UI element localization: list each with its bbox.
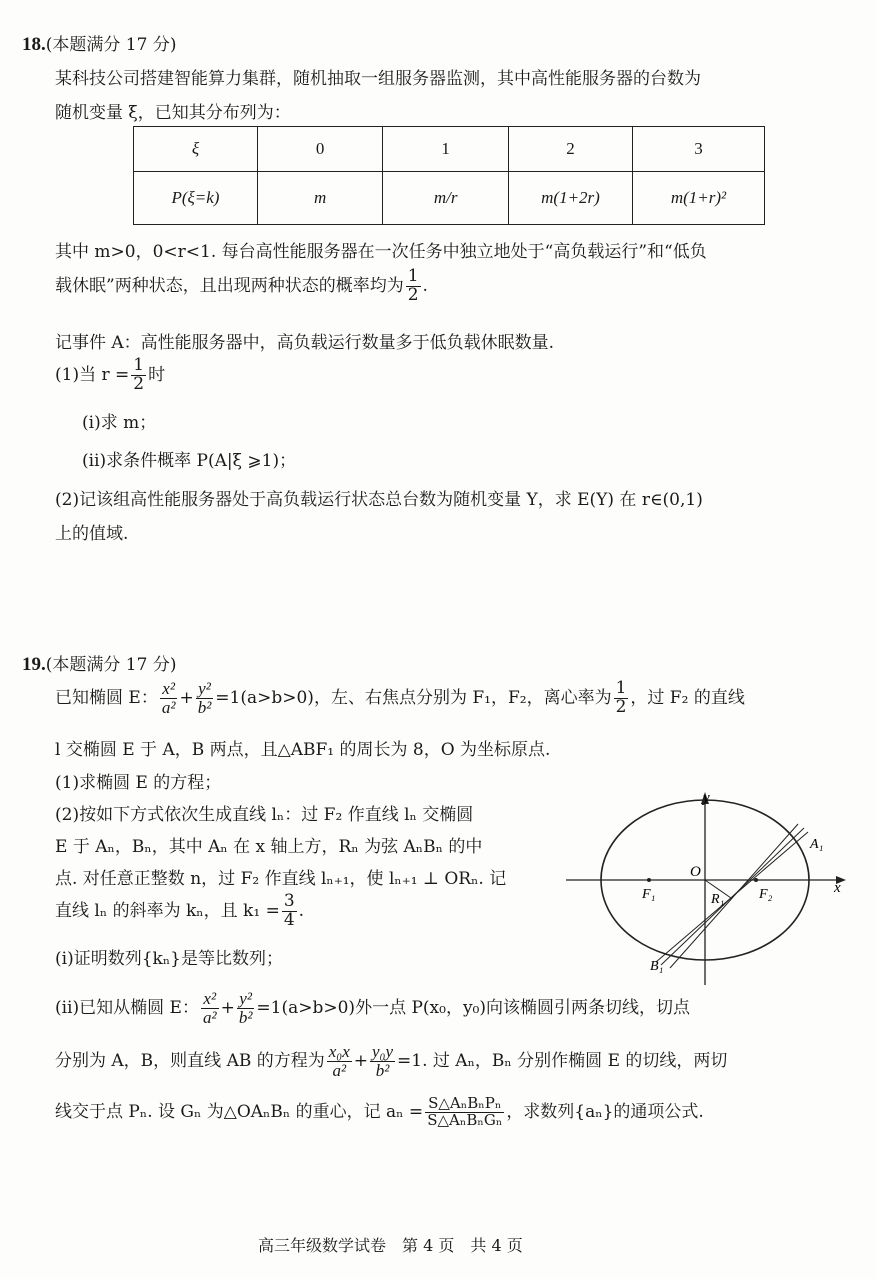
- q18-intro-2: 随机变量 ξ，已知其分布列为：: [55, 103, 291, 123]
- q19-text: =1. 过 Aₙ，Bₙ 分别作椭圆 E 的切线，两切: [397, 1050, 728, 1071]
- f2-label: F₂: [759, 887, 773, 902]
- table-cell: 1: [383, 127, 509, 172]
- fraction-numerator: 1: [407, 266, 419, 286]
- x-axis-label: x: [834, 880, 841, 896]
- r1-label: R₁: [711, 892, 725, 907]
- q18-number: 18.: [22, 34, 46, 55]
- q18-part1-i: (ⅰ)求 m；: [82, 413, 157, 433]
- table-cell: m: [257, 172, 382, 225]
- q18-event-a: 记事件 A：高性能服务器中，高负载运行数量多于低负载休眠数量.: [55, 333, 555, 353]
- tangent-term-y: [370, 1043, 395, 1080]
- fraction-denominator: 2: [615, 696, 627, 717]
- table-row: [134, 127, 765, 172]
- k1-fraction: [282, 893, 297, 930]
- q18-intro-1: 某科技公司搭建智能算力集群，随机抽取一组服务器监测，其中高性能服务器的台数为: [55, 69, 701, 89]
- fraction-denominator: 2: [133, 373, 145, 394]
- fraction-denominator: 2: [407, 284, 419, 305]
- q19-part2-2: E 于 Aₙ，Bₙ，其中 Aₙ 在 x 轴上方，Rₙ 为弦 AₙBₙ 的中: [55, 837, 483, 857]
- fraction-denominator: a²: [202, 1007, 217, 1027]
- fraction-denominator: b²: [238, 1007, 253, 1027]
- chord-line: [661, 828, 804, 965]
- cond-text: 载休眠”两种状态，且出现两种状态的概率均为: [55, 275, 404, 296]
- fraction-denominator: a²: [332, 1060, 347, 1080]
- fraction-numerator: y₀y: [372, 1042, 394, 1061]
- q19-text: 线交于点 Pₙ. 设 Gₙ 为△OAₙBₙ 的重心，记 aₙ =: [55, 1101, 424, 1122]
- q19-text: =1(a>b>0)，左、右焦点分别为 F₁，F₂，离心率为: [215, 687, 612, 708]
- focus-f1-point: [647, 878, 651, 882]
- q19-text: =1(a>b>0)外一点 P(x₀，y₀)向该椭圆引两条切线，切点: [256, 997, 690, 1018]
- chord-line: [670, 824, 798, 968]
- q19-part2-4: 直线 lₙ 的斜率为 kₙ，且 k₁ = $\frac{3}{4}$ .: [55, 891, 305, 930]
- table-cell: P(ξ=k): [134, 172, 258, 225]
- table-cell: m(1+r)²: [633, 172, 765, 225]
- fraction-numerator: y²: [196, 680, 214, 699]
- q18-part2-2: 上的值域.: [55, 524, 129, 544]
- fraction-numerator: 1: [615, 678, 627, 698]
- q19-line-ab: 分别为 A，B，则直线 AB 的方程为 $\frac{\text{x₀x}}{\text{a²}}$ + $\frac{\text{y₀y}}{\text{b²}}$ =1. 过 Aₙ，Bₙ 分别作椭圆 E 的切线，两切: [55, 1042, 728, 1080]
- table-cell: m(1+2r): [508, 172, 632, 225]
- tangent-term-x: [327, 1043, 352, 1080]
- q18-part1-ii: (ⅱ)求条件概率 P(A|ξ ⩾1)；: [82, 451, 297, 471]
- area-ratio: [425, 1096, 504, 1129]
- fraction-numerator: x²: [160, 680, 178, 699]
- q19-part2-1: (2)按如下方式依次生成直线 lₙ：过 F₂ 作直线 lₙ 交椭圆: [55, 805, 474, 825]
- q18-part2-1: (2)记该组高性能服务器处于高负载运行状态总台数为随机变量 Y，求 E(Y) 在 r∈(0,1): [55, 490, 703, 510]
- page-footer: 高三年级数学试卷 第 4 页 共 4 页: [258, 1236, 523, 1255]
- cond-end: .: [422, 275, 428, 296]
- fraction-denominator: S△AₙBₙGₙ: [427, 1110, 503, 1129]
- q19-part2-ii: (ⅱ)已知从椭圆 E： $\frac{\text{x²}}{\text{a²}}$ + $\frac{\text{y²}}{\text{b²}}$ =1(a>b>0)外一点 P(x₀，y₀)向该椭圆引两条切线，切点: [55, 989, 690, 1027]
- q19-score: (本题满分 17 分): [45, 655, 177, 675]
- fraction: [406, 268, 421, 305]
- q18-part1: [55, 357, 165, 394]
- fraction-numerator: 3: [283, 891, 295, 911]
- fraction-denominator: b²: [197, 697, 212, 717]
- part1-suffix: 时: [148, 364, 166, 385]
- eccentricity-fraction: [614, 680, 629, 717]
- fraction-denominator: a²: [161, 697, 176, 717]
- fraction-denominator: b²: [375, 1060, 390, 1080]
- q19-text: (ⅱ)已知从椭圆 E：: [55, 997, 199, 1018]
- q19-header: [22, 650, 176, 676]
- q19-part2-3: 点. 对任意正整数 n，过 F₂ 作直线 lₙ₊₁，使 lₙ₊₁ ⊥ ORₙ. 记: [55, 869, 507, 889]
- ellipse-term-y: [196, 680, 214, 717]
- table-cell: 0: [257, 127, 382, 172]
- a1-label: A₁: [810, 837, 824, 852]
- y-axis-label: y: [703, 790, 710, 806]
- q19-text: 直线 lₙ 的斜率为 kₙ，且 k₁ =: [55, 900, 280, 921]
- q19-number: 19.: [22, 654, 46, 675]
- ellipse-figure: [566, 790, 856, 985]
- f1-label: F₁: [642, 887, 656, 902]
- q19-final: [55, 1096, 704, 1129]
- q18-header: [22, 30, 176, 56]
- q18-condition-2: [55, 268, 428, 305]
- ellipse-term-x: [160, 680, 178, 717]
- fraction: [131, 357, 146, 394]
- origin-label: O: [690, 864, 701, 880]
- table-cell: m/r: [383, 172, 509, 225]
- q19-text: 已知椭圆 E：: [55, 687, 158, 708]
- fraction-denominator: 4: [283, 909, 295, 930]
- ellipse-term-y: [237, 990, 255, 1027]
- fraction-numerator: S△AₙBₙPₙ: [425, 1096, 504, 1113]
- ellipse-term-x: [201, 990, 219, 1027]
- q19-part1: (1)求椭圆 E 的方程；: [55, 773, 222, 793]
- fraction-numerator: 1: [133, 355, 145, 375]
- table-row: [134, 172, 765, 225]
- table-cell: 3: [633, 127, 765, 172]
- distribution-table: [133, 126, 765, 225]
- q18-score: (本题满分 17 分): [45, 35, 177, 55]
- q19-line-2: l 交椭圆 E 于 A，B 两点，且△ABF₁ 的周长为 8，O 为坐标原点.: [55, 740, 551, 760]
- part1-text: (1)当 r =: [55, 364, 130, 385]
- q19-text: 分别为 A，B，则直线 AB 的方程为: [55, 1050, 325, 1071]
- q18-condition-1: 其中 m>0，0<r<1. 每台高性能服务器在一次任务中独立地处于“高负载运行”和“低负: [55, 242, 707, 262]
- focus-f2-point: [754, 878, 758, 882]
- q19-text: ，过 F₂ 的直线: [630, 687, 745, 708]
- fraction-numerator: x₀x: [328, 1042, 350, 1061]
- fraction-numerator: x²: [201, 990, 219, 1009]
- b1-label: B₁: [650, 959, 664, 974]
- q19-line-1: 已知椭圆 E： $\frac{\text{x²}}{\text{a²}}$ + $\frac{\text{y²}}{\text{b²}}$ =1(a>b>0)，左、右焦点分别为 F₁，F₂，离心率为 $\frac{1}{2}$ ，过 F₂ 的直线: [55, 678, 745, 717]
- table-cell: ξ: [134, 127, 258, 172]
- q19-text: ，求数列{aₙ}的通项公式.: [506, 1101, 704, 1122]
- fraction-numerator: y²: [237, 990, 255, 1009]
- q19-part2-i: (ⅰ)证明数列{kₙ}是等比数列；: [55, 949, 283, 969]
- table-cell: 2: [508, 127, 632, 172]
